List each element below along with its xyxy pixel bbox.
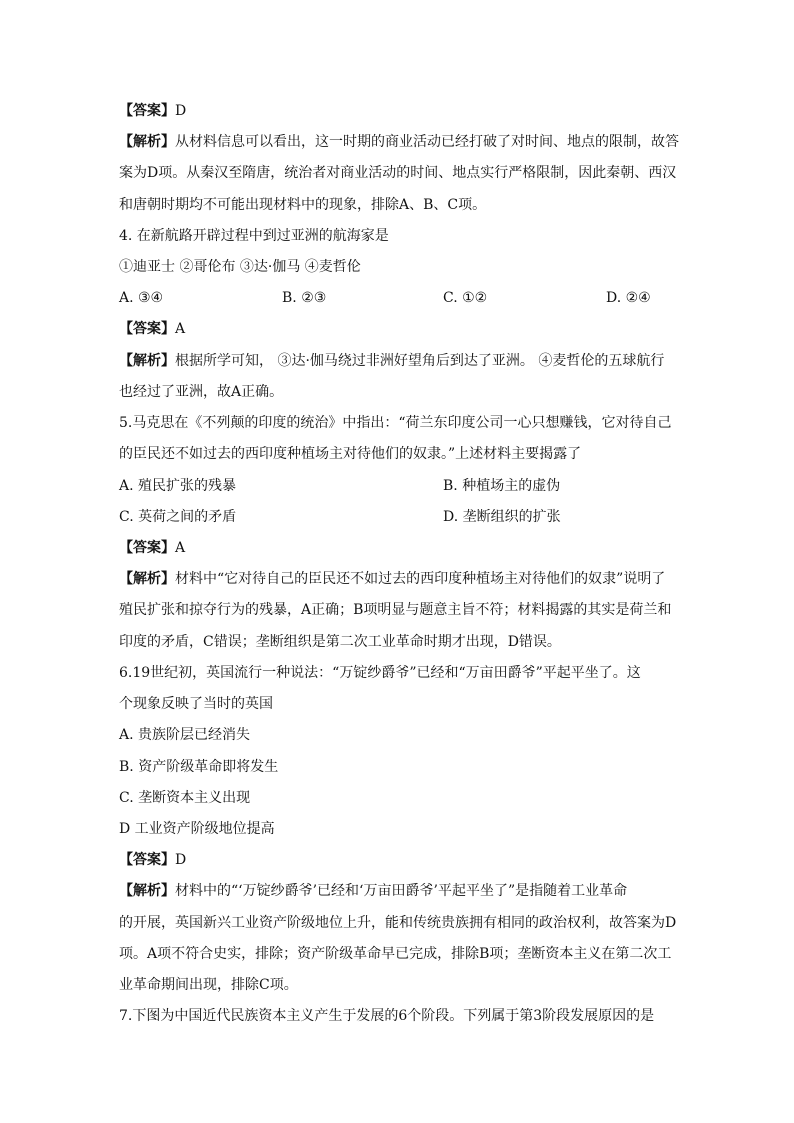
q6-answer: [119, 850, 679, 870]
q6-stem-line-1: 6.19世纪初，英国流行一种说法：“万锭纱爵爷”已经和“万亩田爵爷”平起平坐了。这: [119, 665, 641, 681]
q3-analysis-label: 【解析】: [119, 134, 175, 150]
q3-analysis-line-2: 案为D项。从秦汉至隋唐，统治者对商业活动的时间、地点实行严格限制，因此秦朝、西汉: [119, 165, 677, 181]
q6-option-a: A. 贵族阶层已经消失: [119, 727, 251, 743]
q5-answer-label: 【答案】: [119, 540, 175, 556]
q4-analysis-text-1: 根据所学可知， ③达·伽马绕过非洲好望角后到达了亚洲。 ④麦哲伦的五球航行: [175, 353, 665, 369]
q5-stem-line-1: 5.马克思在《不列颠的印度的统治》中指出：“荷兰东印度公司一心只想赚钱，它对待自己: [119, 415, 672, 431]
q6-analysis-text-1: 材料中的“‘万锭纱爵爷’已经和‘万亩田爵爷’平起平坐了”是指随着工业革命: [175, 883, 628, 899]
q4-stem: 4. 在新航路开辟过程中到过亚洲的航海家是: [119, 228, 389, 244]
q6-answer-value: D: [175, 852, 187, 868]
q6-stem-line-2: 个现象反映了当时的英国: [119, 696, 273, 712]
q4-option-d: D. ②④: [606, 290, 651, 306]
q3-analysis-line-1: [119, 132, 679, 152]
q4-analysis-label: 【解析】: [119, 353, 175, 369]
q3-answer: [119, 101, 679, 121]
q6-option-c: C. 垄断资本主义出现: [119, 790, 251, 806]
q4-answer-label: 【答案】: [119, 321, 175, 337]
q6-analysis-line-3: 项。A项不符合史实，排除；资产阶级革命早已完成，排除B项；垄断资本主义在第二次工: [119, 946, 672, 962]
q4-option-a: A. ③④: [119, 290, 164, 306]
q4-items: ①迪亚士 ②哥伦布 ③达·伽马 ④麦哲伦: [119, 259, 361, 275]
q6-analysis-line-4: 业革命期间出现，排除C项。: [119, 977, 298, 993]
q5-analysis-line-1: [119, 569, 679, 589]
q6-option-d: D 工业资产阶级地位提高: [119, 821, 275, 837]
q5-answer: [119, 538, 679, 558]
q5-analysis-text-1: 材料中“它对待自己的臣民还不如过去的西印度种植场主对待他们的奴隶”说明了: [175, 571, 666, 587]
q3-analysis-text-1: 从材料信息可以看出，这一时期的商业活动已经打破了对时间、地点的限制，故答: [175, 134, 679, 150]
q5-option-d: D. 垄断组织的扩张: [443, 509, 561, 525]
q3-answer-value: D: [175, 103, 187, 119]
q5-stem-line-2: 的臣民还不如过去的西印度种植场主对待他们的奴隶。”上述材料主要揭露了: [119, 446, 582, 462]
q4-analysis-line-1: [119, 351, 679, 371]
q5-option-b: B. 种植场主的虚伪: [443, 478, 561, 494]
q6-analysis-line-2: 的开展，英国新兴工业资产阶级地位上升，能和传统贵族拥有相同的政治权利，故答案为D: [119, 915, 677, 931]
q6-analysis-label: 【解析】: [119, 883, 175, 899]
q3-analysis-line-3: 和唐朝时期均不可能出现材料中的现象，排除A、B、C项。: [119, 197, 487, 213]
q5-option-c: C. 英荷之间的矛盾: [119, 509, 237, 525]
q5-analysis-label: 【解析】: [119, 571, 175, 587]
q4-option-c: C. ①②: [443, 290, 488, 306]
q3-answer-label: 【答案】: [119, 103, 175, 119]
q4-answer: [119, 319, 679, 339]
q4-answer-value: A: [175, 321, 186, 337]
q5-answer-value: A: [175, 540, 186, 556]
q5-option-a: A. 殖民扩张的残暴: [119, 478, 237, 494]
q5-analysis-line-3: 印度的矛盾，C错误；垄断组织是第二次工业革命时期才出现，D错误。: [119, 634, 561, 650]
q4-option-b: B. ②③: [282, 290, 327, 306]
q5-analysis-line-2: 殖民扩张和掠夺行为的残暴，A正确；B项明显与题意主旨不符；材料揭露的其实是荷兰和: [119, 602, 672, 618]
q6-analysis-line-1: [119, 881, 679, 901]
q6-answer-label: 【答案】: [119, 852, 175, 868]
q6-option-b: B. 资产阶级革命即将发生: [119, 759, 279, 775]
q4-analysis-line-2: 也经过了亚洲，故A正确。: [119, 384, 284, 400]
q7-stem: 7.下图为中国近代民族资本主义产生于发展的6个阶段。下列属于第3阶段发展原因的是: [119, 1008, 655, 1024]
